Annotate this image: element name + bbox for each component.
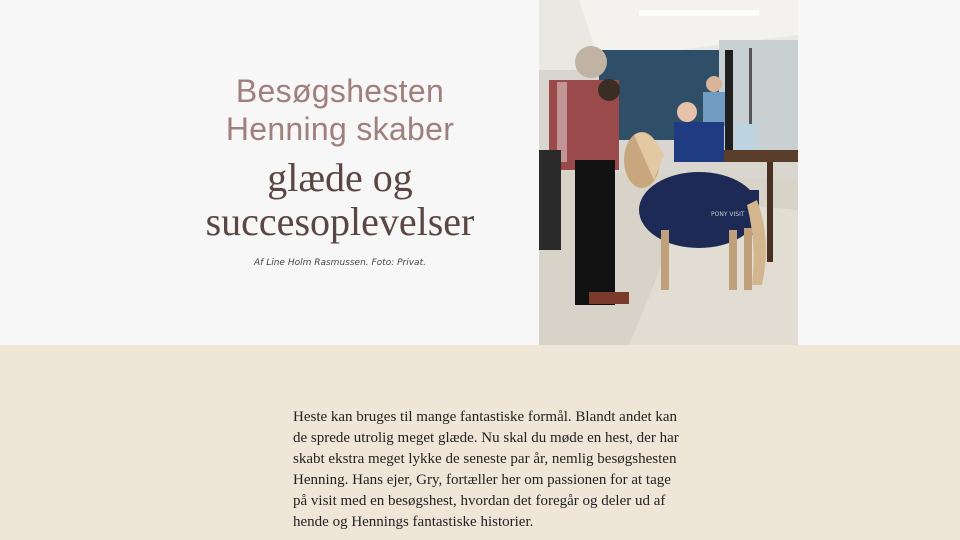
title-block <box>150 72 530 268</box>
headline-line-2: succesoplevelser <box>205 199 475 244</box>
byline: Af Line Holm Rasmussen. Foto: Privat. <box>254 258 426 268</box>
article-section <box>0 345 960 540</box>
kicker-line-1: Besøgshesten <box>235 73 445 109</box>
blanket-label: PONY VISIT <box>711 211 745 218</box>
headline-line-1: glæde og <box>267 155 413 200</box>
kicker-line-2: Henning skaber <box>225 111 455 147</box>
hero-photo <box>539 0 798 345</box>
pony-visit-photo <box>539 0 798 345</box>
article-intro: Heste kan bruges til mange fantastiske formål. Blandt andet kan de sprede utrolig meget glæde. Nu skal du møde en hest, der har skabt ekstra meget lykke de seneste par år, nemlig besøgshesten Henning. Hans ejer, Gry, fortæller her om passionen for at tage på visit med en besøgshest, hvordan det foregår og deler ud af hende og Hennings fantastiske historier. <box>293 409 679 530</box>
headline <box>150 156 530 244</box>
